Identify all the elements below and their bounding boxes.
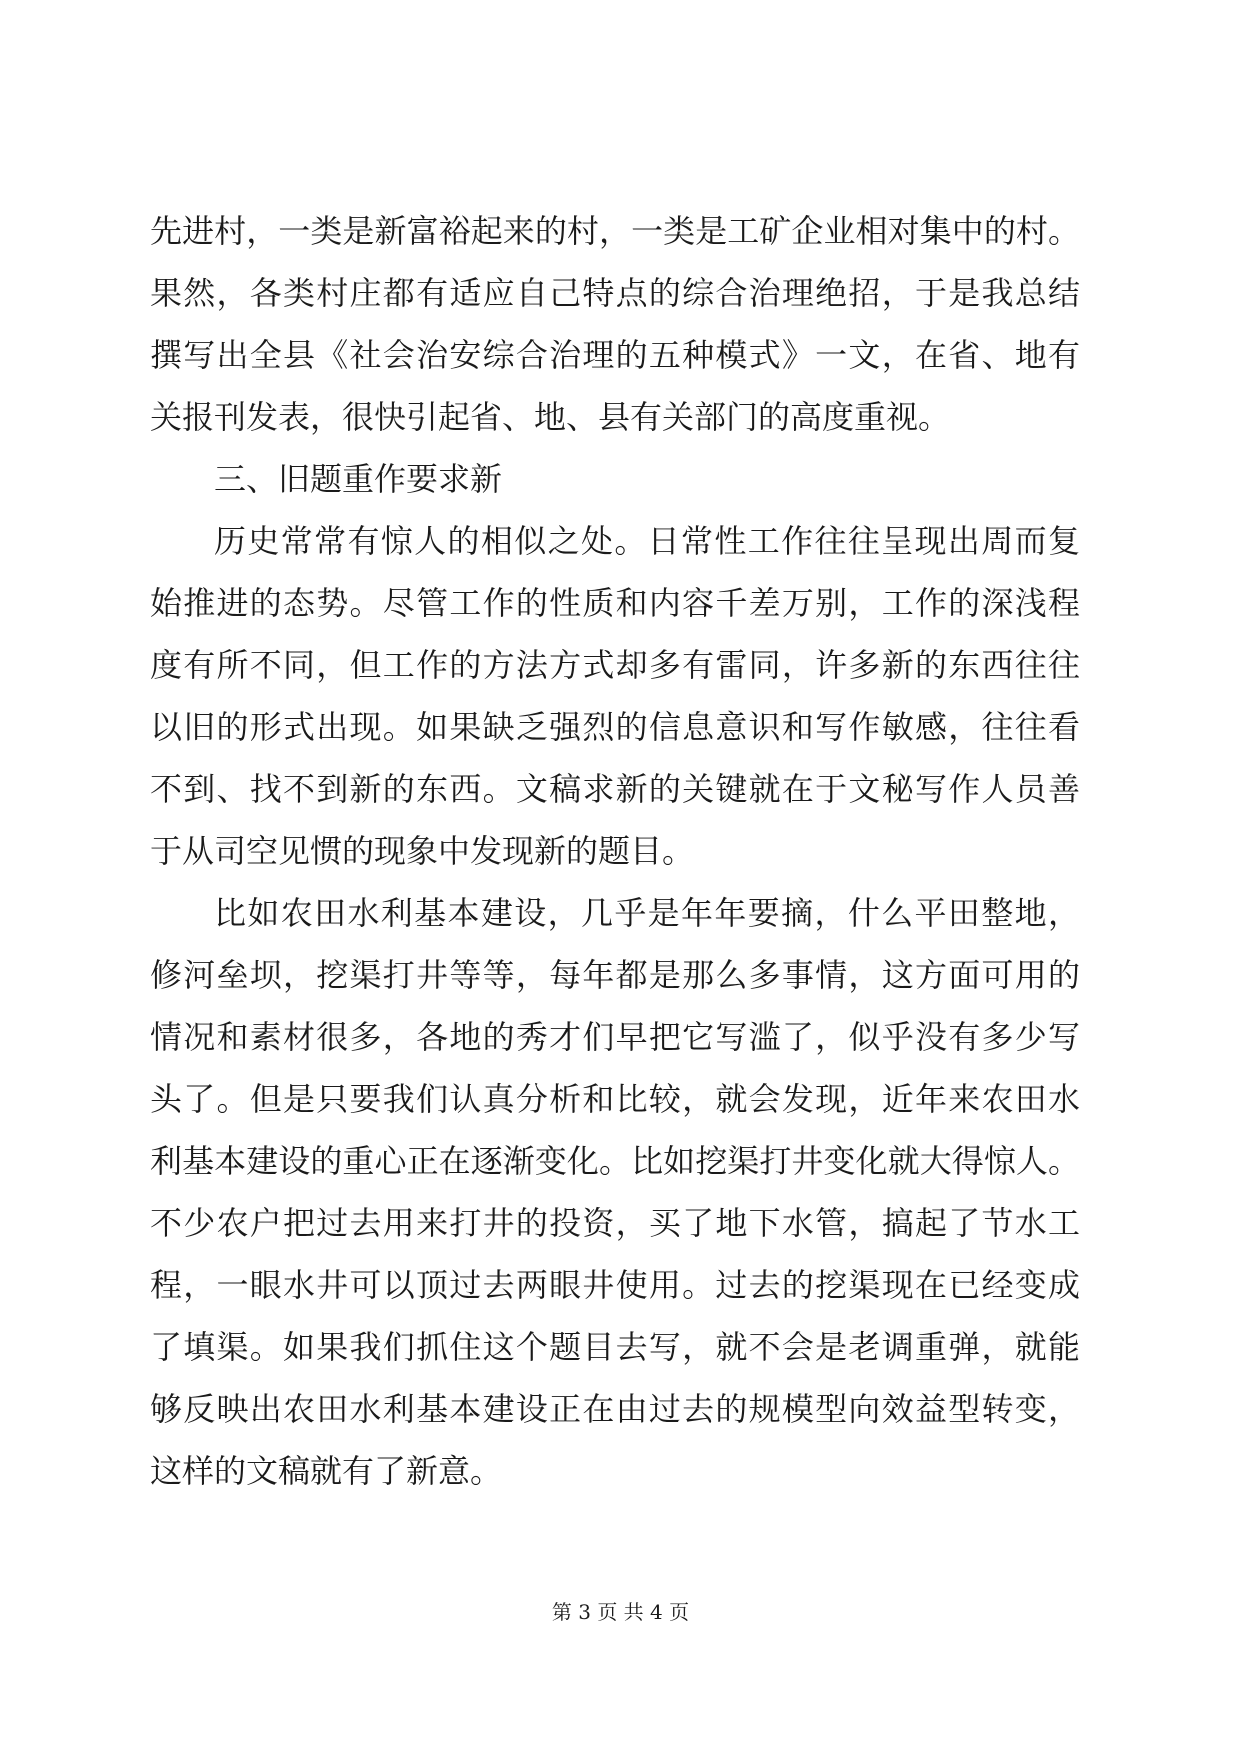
paragraph-line: 够反映出农田水利基本建设正在由过去的规模型向效益型转变， xyxy=(150,1390,1080,1428)
paragraph-line: 了填渠。如果我们抓住这个题目去写，就不会是老调重弹，就能 xyxy=(150,1328,1080,1366)
document-page xyxy=(150,200,1080,1502)
paragraph-line: 撰写出全县《社会治安综合治理的五种模式》一文，在省、地有 xyxy=(150,336,1080,374)
paragraph-line: 于从司空见惯的现象中发现新的题目。 xyxy=(150,832,695,870)
paragraph-line: 不少农户把过去用来打井的投资，买了地下水管，搞起了节水工 xyxy=(150,1204,1080,1242)
paragraph-line: 修河垒坝，挖渠打井等等，每年都是那么多事情，这方面可用的 xyxy=(150,956,1080,994)
paragraph-line: 关报刊发表，很快引起省、地、县有关部门的高度重视。 xyxy=(150,398,951,436)
paragraph-line: 利基本建设的重心正在逐渐变化。比如挖渠打井变化就大得惊人。 xyxy=(150,1142,1080,1180)
paragraph-line: 度有所不同，但工作的方法方式却多有雷同，许多新的东西往往 xyxy=(150,646,1080,684)
paragraph-line: 始推进的态势。尽管工作的性质和内容千差万别，工作的深浅程 xyxy=(150,584,1080,622)
paragraph-line: 程，一眼水井可以顶过去两眼井使用。过去的挖渠现在已经变成 xyxy=(150,1266,1080,1304)
paragraph-line: 果然，各类村庄都有适应自己特点的综合治理绝招，于是我总结 xyxy=(150,274,1080,312)
paragraph-line: 比如农田水利基本建设，几乎是年年要摘，什么平田整地， xyxy=(214,894,1080,932)
paragraph-line: 这样的文稿就有了新意。 xyxy=(150,1452,503,1490)
paragraph-line: 以旧的形式出现。如果缺乏强烈的信息意识和写作敏感，往往看 xyxy=(150,708,1080,746)
paragraph-line: 不到、找不到新的东西。文稿求新的关键就在于文秘写作人员善 xyxy=(150,770,1080,808)
paragraph-line: 情况和素材很多，各地的秀才们早把它写滥了，似乎没有多少写 xyxy=(150,1018,1080,1056)
section-heading: 三、旧题重作要求新 xyxy=(214,460,503,498)
paragraph-line: 头了。但是只要我们认真分析和比较，就会发现，近年来农田水 xyxy=(150,1080,1080,1118)
page-number-footer: 第 3 页 共 4 页 xyxy=(551,1600,690,1624)
paragraph-line: 历史常常有惊人的相似之处。日常性工作往往呈现出周而复 xyxy=(214,522,1080,560)
paragraph-line: 先进村，一类是新富裕起来的村，一类是工矿企业相对集中的村。 xyxy=(150,212,1080,250)
